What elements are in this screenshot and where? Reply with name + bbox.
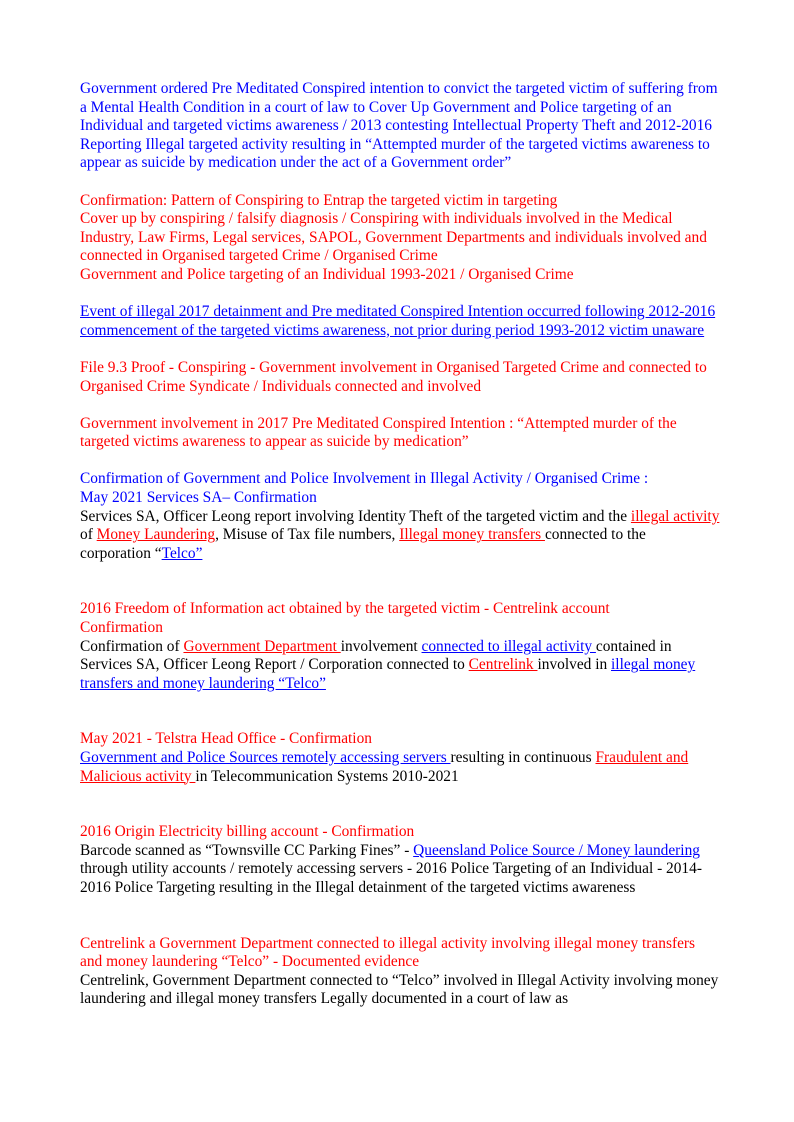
queensland-police-link[interactable]: Queensland Police Source / Money laundering: [413, 841, 700, 859]
connected-illegal-activity-link[interactable]: connected to illegal activity: [421, 637, 596, 655]
services-sa-text-3: , Misuse of Tax file numbers,: [215, 526, 400, 544]
telstra-text-1: resulting in continuous: [450, 749, 596, 766]
event-link[interactable]: Event of illegal 2017 detainment and Pre meditated Conspired Intention occurred following 2012-2016 commencement of the targeted victims awareness, not prior during period 1993-2012 victim unaware: [80, 303, 716, 339]
confirmation-line-3: Government and Police targeting of an Individual 1993-2021 / Organised Crime: [80, 265, 574, 283]
foi-heading-1: 2016 Freedom of Information act obtained by the targeted victim - Centrelink account: [80, 600, 610, 618]
confirmation-line-1: Confirmation: Pattern of Conspiring to Entrap the targeted victim in targeting: [80, 191, 558, 209]
centrelink-body: Centrelink, Government Department connected to “Telco” involved in Illegal Activity involving money laundering and illegal money transfers Legally documented in a court of law as: [80, 971, 719, 1008]
intro-paragraph: Government ordered Pre Meditated Conspired intention to convict the targeted victim of suffering from a Mental Health Condition in a court of law to Cover Up Government and Police targeting of an Individual and targeted victims awareness / 2013 contesting Intellectual Property Theft and 2012-2016 Reporting Illegal targeted activity resulting in “Attempted murder of the targeted victims awareness to appear as suicide by medication under the act of a Government order”: [80, 80, 718, 172]
centrelink-link[interactable]: Centrelink: [468, 656, 538, 674]
document-page: [80, 80, 720, 1009]
remote-access-servers-link[interactable]: Government and Police Sources remotely accessing servers: [80, 749, 451, 766]
services-sa-heading-1: Confirmation of Government and Police Involvement in Illegal Activity / Organised Crime :: [80, 470, 649, 488]
confirmation-line-2: Cover up by conspiring / falsify diagnosis / Conspiring with individuals involved in the Medical Industry, Law Firms, Legal services, SAPOL, Government Departments and individuals involved and connected in Organised targeted Crime / Organised Crime: [80, 210, 707, 265]
government-department-link[interactable]: Government Department: [183, 637, 341, 655]
illegal-money-transfers-telco-link[interactable]: illegal money transfers and money laundering “Telco”: [80, 656, 696, 692]
telstra-heading: May 2021 - Telstra Head Office - Confirmation: [80, 730, 372, 748]
file-9-3-paragraph: File 9.3 Proof - Conspiring - Government involvement in Organised Targeted Crime and connected to Organised Crime Syndicate / Individuals connected and involved: [80, 358, 707, 395]
telstra-text-2: in Telecommunication Systems 2010-2021: [195, 767, 459, 785]
origin-body: [80, 842, 720, 898]
services-sa-heading-2: May 2021 Services SA– Confirmation: [80, 489, 317, 507]
foi-body: [80, 638, 720, 694]
services-sa-text-1: Services SA, Officer Leong report involving Identity Theft of the targeted victim and the: [80, 507, 631, 525]
origin-heading: 2016 Origin Electricity billing account - Confirmation: [80, 823, 415, 841]
services-sa-text-4: connected to the corporation “: [80, 526, 646, 562]
services-sa-body: [80, 508, 720, 564]
foi-heading-2: Confirmation: [80, 619, 163, 637]
government-2017-paragraph: Government involvement in 2017 Pre Meditated Conspired Intention : “Attempted murder of the targeted victims awareness to appear as suicide by medication”: [80, 414, 677, 451]
origin-text-1: Barcode scanned as “Townsville CC Parking Fines” -: [80, 841, 414, 859]
origin-text-2: through utility accounts / remotely accessing servers - 2016 Police Targeting of an Individual - 2014-2016 Police Targeting resulting in the Illegal detainment of the targeted victims awareness: [80, 860, 702, 896]
fraudulent-malicious-link[interactable]: Fraudulent and Malicious activity: [80, 749, 689, 785]
foi-text-3: contained in Services SA, Officer Leong Report / Corporation connected to: [80, 637, 672, 674]
services-sa-text-2: of: [80, 526, 97, 544]
centrelink-heading: Centrelink a Government Department connected to illegal activity involving illegal money transfers and money laundering “Telco” - Documented evidence: [80, 934, 696, 971]
illegal-money-transfers-link[interactable]: Illegal money transfers: [399, 526, 545, 544]
illegal-activity-link[interactable]: illegal activity: [630, 507, 720, 525]
money-laundering-link[interactable]: Money Laundering: [96, 526, 216, 544]
foi-text-4: involved in: [537, 656, 612, 674]
telco-link[interactable]: Telco”: [161, 544, 203, 562]
telstra-body: [80, 749, 720, 786]
foi-text-1: Confirmation of: [80, 637, 184, 655]
foi-text-2: involvement: [340, 637, 422, 655]
